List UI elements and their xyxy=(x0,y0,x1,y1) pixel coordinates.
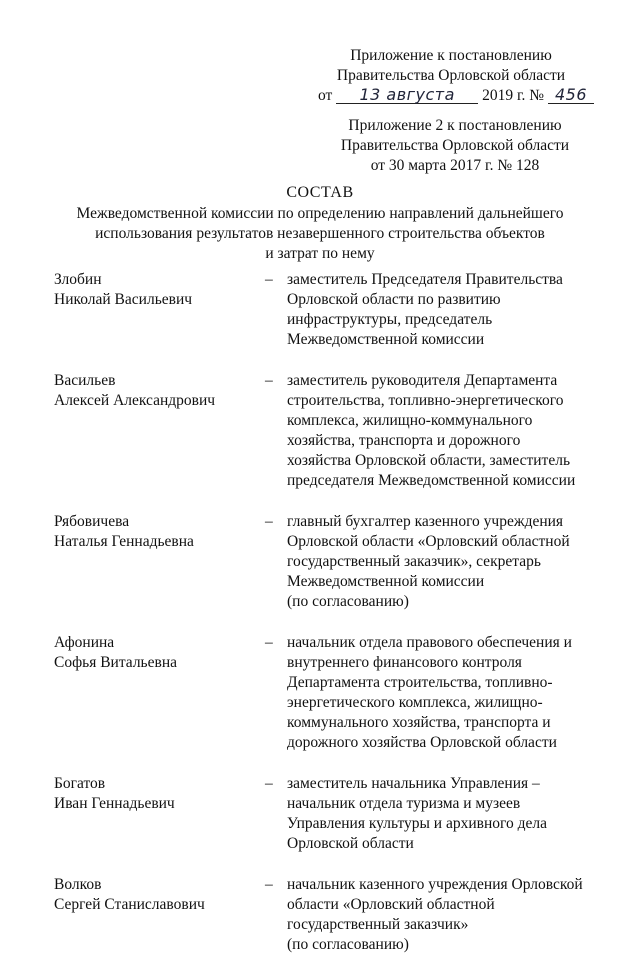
appendix-2-line-3: от 30 марта 2017 г. № 128 xyxy=(370,157,540,174)
member-given-names: Софья Витальевна xyxy=(54,654,177,671)
member-role xyxy=(287,633,587,753)
member-name xyxy=(54,875,254,915)
member-surname: Рябовичева xyxy=(54,513,130,530)
member-role-line: коммунального хозяйства, транспорта и xyxy=(287,714,551,731)
member-given-names: Сергей Станиславович xyxy=(54,896,205,913)
member-role-line: заместитель Председателя Правительства xyxy=(287,271,563,288)
member-role-line: Орловской области «Орловский областной xyxy=(287,533,570,550)
member-role-line: внутреннего финансового контроля xyxy=(287,654,522,671)
member-role-line: Межведомственной комиссии xyxy=(287,573,485,590)
handwritten-date: 13 августа xyxy=(336,86,478,104)
member-role xyxy=(287,512,587,612)
member-role xyxy=(287,875,587,955)
member-surname: Афонина xyxy=(54,634,115,651)
document-title xyxy=(40,183,600,264)
member-role-line: заместитель начальника Управления – xyxy=(287,775,540,792)
date-prefix: от xyxy=(318,87,333,104)
member-name xyxy=(54,633,254,673)
member-name xyxy=(54,371,254,411)
member-surname: Злобин xyxy=(54,271,102,288)
member-role-line: Управления культуры и архивного дела xyxy=(287,815,547,832)
member-surname: Богатов xyxy=(54,775,106,792)
appendix-2-line-1: Приложение 2 к постановлению xyxy=(348,117,562,134)
appendix-2-header xyxy=(340,116,570,176)
handwritten-number: 456 xyxy=(548,86,594,104)
year-label: 2019 г. № xyxy=(482,87,545,104)
member-dash: – xyxy=(265,372,273,389)
member-role-line: Межведомственной комиссии xyxy=(287,331,485,348)
member-entry xyxy=(54,371,594,491)
member-entry xyxy=(54,875,594,955)
member-role-line: (по согласованию) xyxy=(287,936,409,953)
member-role-line: Орловской области xyxy=(287,835,414,852)
member-role-line: инфраструктуры, председатель xyxy=(287,311,493,328)
appendix-header xyxy=(318,46,587,106)
member-role xyxy=(287,270,587,350)
member-given-names: Николай Васильевич xyxy=(54,291,193,308)
appendix-line-1: Приложение к постановлению xyxy=(350,47,552,64)
member-dash: – xyxy=(265,271,273,288)
member-role-line: строительства, топливно-энергетического xyxy=(287,392,564,409)
member-dash: – xyxy=(265,634,273,651)
member-role xyxy=(287,371,587,491)
member-role-line: дорожного хозяйства Орловской области xyxy=(287,734,557,751)
member-role-line: начальник отдела туризма и музеев xyxy=(287,795,521,812)
member-role-line: энергетического комплекса, жилищно- xyxy=(287,694,543,711)
member-role-line: заместитель руководителя Департамента xyxy=(287,372,558,389)
title-heading: СОСТАВ xyxy=(286,184,354,201)
member-role-line: хозяйства, транспорта и дорожного xyxy=(287,432,521,449)
member-role-line: комплекса, жилищно-коммунального xyxy=(287,412,533,429)
member-given-names: Иван Геннадьевич xyxy=(54,795,175,812)
member-name xyxy=(54,270,254,310)
members-list xyxy=(54,270,594,976)
member-role xyxy=(287,774,587,854)
member-surname: Волков xyxy=(54,876,102,893)
member-role-line: области «Орловский областной xyxy=(287,896,495,913)
member-role-line: начальник казенного учреждения Орловской xyxy=(287,876,583,893)
member-entry xyxy=(54,512,594,612)
title-line-1: Межведомственной комиссии по определению направлений дальнейшего xyxy=(76,205,564,222)
member-name xyxy=(54,512,254,552)
member-role-line: начальник отдела правового обеспечения и xyxy=(287,634,572,651)
member-entry xyxy=(54,774,594,854)
appendix-date-line xyxy=(318,85,587,106)
member-name xyxy=(54,774,254,814)
title-line-2: использования результатов незавершенного строительства объектов xyxy=(95,225,545,242)
member-dash: – xyxy=(265,876,273,893)
appendix-line-2: Правительства Орловской области xyxy=(336,67,566,84)
member-entry xyxy=(54,633,594,753)
member-surname: Васильев xyxy=(54,372,116,389)
member-role-line: председателя Межведомственной комиссии xyxy=(287,472,576,489)
member-role-line: хозяйства Орловской области, заместитель xyxy=(287,452,571,469)
member-role-line: (по согласованию) xyxy=(287,593,409,610)
member-entry xyxy=(54,270,594,350)
appendix-2-line-2: Правительства Орловской области xyxy=(340,137,570,154)
member-role-line: Департамента строительства, топливно- xyxy=(287,674,553,691)
member-role-line: государственный заказчик» xyxy=(287,916,469,933)
member-role-line: главный бухгалтер казенного учреждения xyxy=(287,513,564,530)
member-given-names: Наталья Геннадьевна xyxy=(54,533,194,550)
member-role-line: государственный заказчик», секретарь xyxy=(287,553,541,570)
title-line-3: и затрат по нему xyxy=(265,245,375,262)
member-dash: – xyxy=(265,775,273,792)
member-given-names: Алексей Александрович xyxy=(54,392,216,409)
member-role-line: Орловской области по развитию xyxy=(287,291,501,308)
member-dash: – xyxy=(265,513,273,530)
